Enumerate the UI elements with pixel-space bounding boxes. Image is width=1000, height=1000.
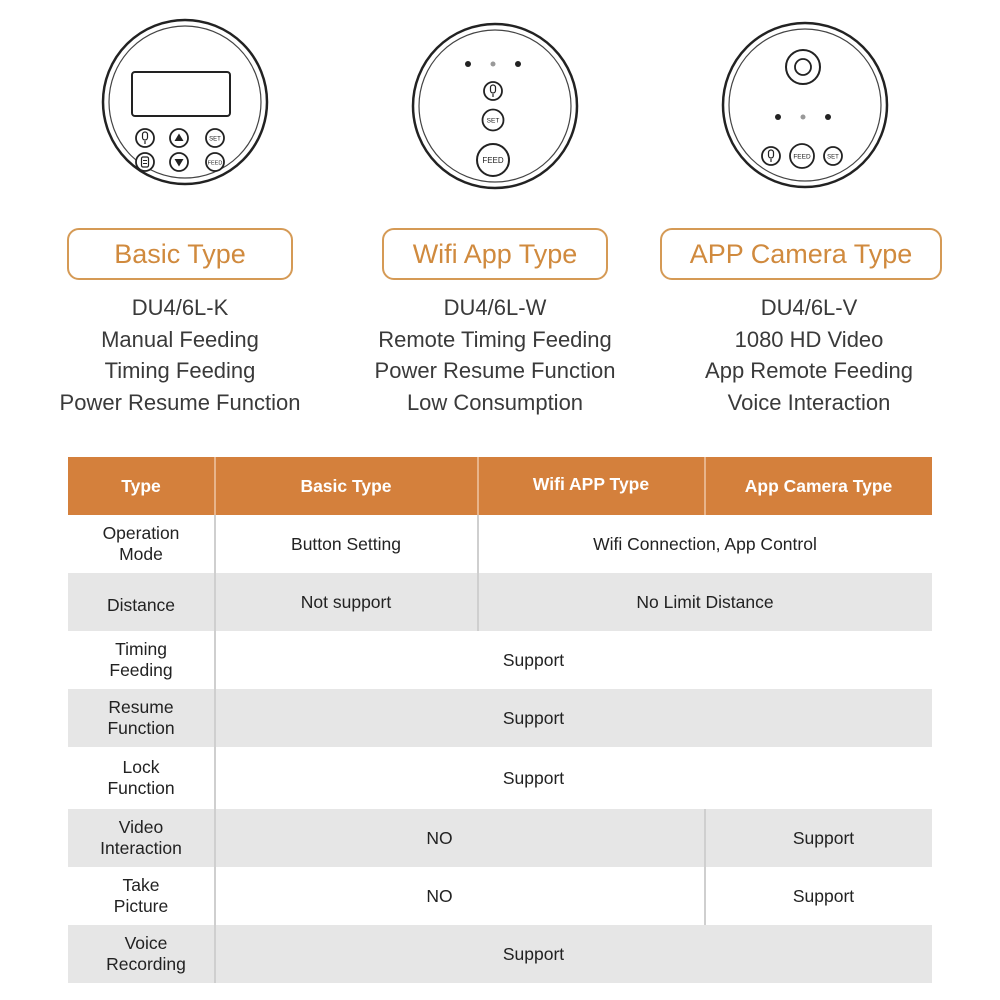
feature-list-basic: [20, 292, 340, 418]
feature-item: Power Resume Function: [374, 358, 616, 383]
row-label: Video Interaction: [100, 817, 182, 858]
set-button-label: SET: [827, 154, 839, 161]
lcd-screen: [132, 72, 230, 116]
set-button-label: SET: [486, 117, 500, 125]
feed-button[interactable]: [206, 153, 224, 171]
row-label: Take Picture: [113, 875, 169, 916]
feature-item: App Remote Feeding: [705, 358, 913, 383]
feature-list-camera: [650, 292, 968, 418]
feed-button[interactable]: [477, 144, 509, 176]
feature-item: Low Consumption: [406, 389, 584, 415]
feature-item: Voice Interaction: [727, 389, 891, 415]
badge-basic-type: Basic Type: [67, 228, 293, 280]
basic-control-panel: [95, 12, 275, 192]
table-row-resume-function: [68, 689, 932, 747]
mic-icon[interactable]: [136, 129, 154, 147]
cell-camera: Support: [792, 885, 855, 906]
model-number: DU4/6L-V: [760, 295, 858, 320]
row-label: Distance: [106, 594, 176, 615]
set-button[interactable]: [483, 110, 504, 131]
cell-basic: Button Setting: [291, 533, 401, 554]
down-arrow-icon[interactable]: [170, 153, 188, 171]
table-row-lock-function: [68, 747, 932, 809]
wifi-control-panel: [405, 16, 585, 196]
table-row-take-picture: [68, 867, 932, 925]
table-row-operation-mode: [68, 515, 932, 573]
table-row-video-interaction: [68, 809, 932, 867]
table-row-distance: [68, 573, 932, 631]
camera-lens-icon: [786, 50, 820, 84]
cell-all-types: Support: [502, 707, 565, 728]
table-row-timing-feeding: [68, 631, 932, 689]
header-type: Type: [121, 475, 161, 496]
row-label: Timing Feeding: [109, 639, 173, 680]
row-label: Lock Function: [107, 757, 175, 798]
camera-control-panel: [715, 15, 895, 195]
feed-button[interactable]: [790, 144, 814, 168]
cell-camera: Support: [792, 827, 855, 848]
feature-item: Timing Feeding: [104, 358, 256, 383]
speaker-icon[interactable]: [136, 153, 154, 171]
badge-wifi-app-type: Wifi App Type: [382, 228, 608, 280]
feature-item: Power Resume Function: [59, 389, 301, 415]
model-number: DU4/6L-W: [443, 295, 547, 320]
feed-button-label: FEED: [207, 160, 223, 167]
header-basic-type: Basic Type: [300, 475, 392, 496]
table-row-voice-recording: [68, 925, 932, 983]
feed-button-label: FEED: [793, 153, 811, 161]
cell-basic: Not support: [300, 591, 392, 612]
row-label: Operation Mode: [102, 523, 180, 564]
badge-app-camera-type: APP Camera Type: [660, 228, 942, 280]
cell-basic-wifi: NO: [426, 885, 453, 906]
feature-list-wifi: [335, 292, 655, 418]
up-arrow-icon[interactable]: [170, 129, 188, 147]
cell-wifi-camera: Wifi Connection, App Control: [593, 533, 817, 554]
cell-wifi-camera: No Limit Distance: [636, 591, 774, 612]
comparison-table: [68, 457, 932, 983]
mic-icon[interactable]: [762, 147, 780, 165]
feature-item: Manual Feeding: [101, 326, 259, 352]
feature-item: Remote Timing Feeding: [378, 326, 612, 352]
table-header-row: [68, 457, 932, 515]
feed-button-label: FEED: [482, 156, 504, 165]
row-label: Voice Recording: [106, 933, 186, 974]
cell-all-types: Support: [502, 767, 565, 788]
cell-all-types: Support: [502, 649, 565, 670]
feature-item: 1080 HD Video: [734, 326, 884, 352]
set-button[interactable]: [206, 129, 224, 147]
header-wifi-app-type: Wifi APP Type: [532, 474, 650, 494]
cell-basic-wifi: NO: [426, 827, 453, 848]
row-label: Resume Function: [107, 697, 175, 738]
cell-all-types: Support: [502, 943, 565, 964]
header-app-camera-type: App Camera Type: [744, 475, 893, 496]
set-button[interactable]: [824, 147, 842, 165]
model-number: DU4/6L-K: [131, 295, 229, 320]
set-button-label: SET: [209, 136, 221, 143]
mic-icon[interactable]: [484, 82, 502, 100]
